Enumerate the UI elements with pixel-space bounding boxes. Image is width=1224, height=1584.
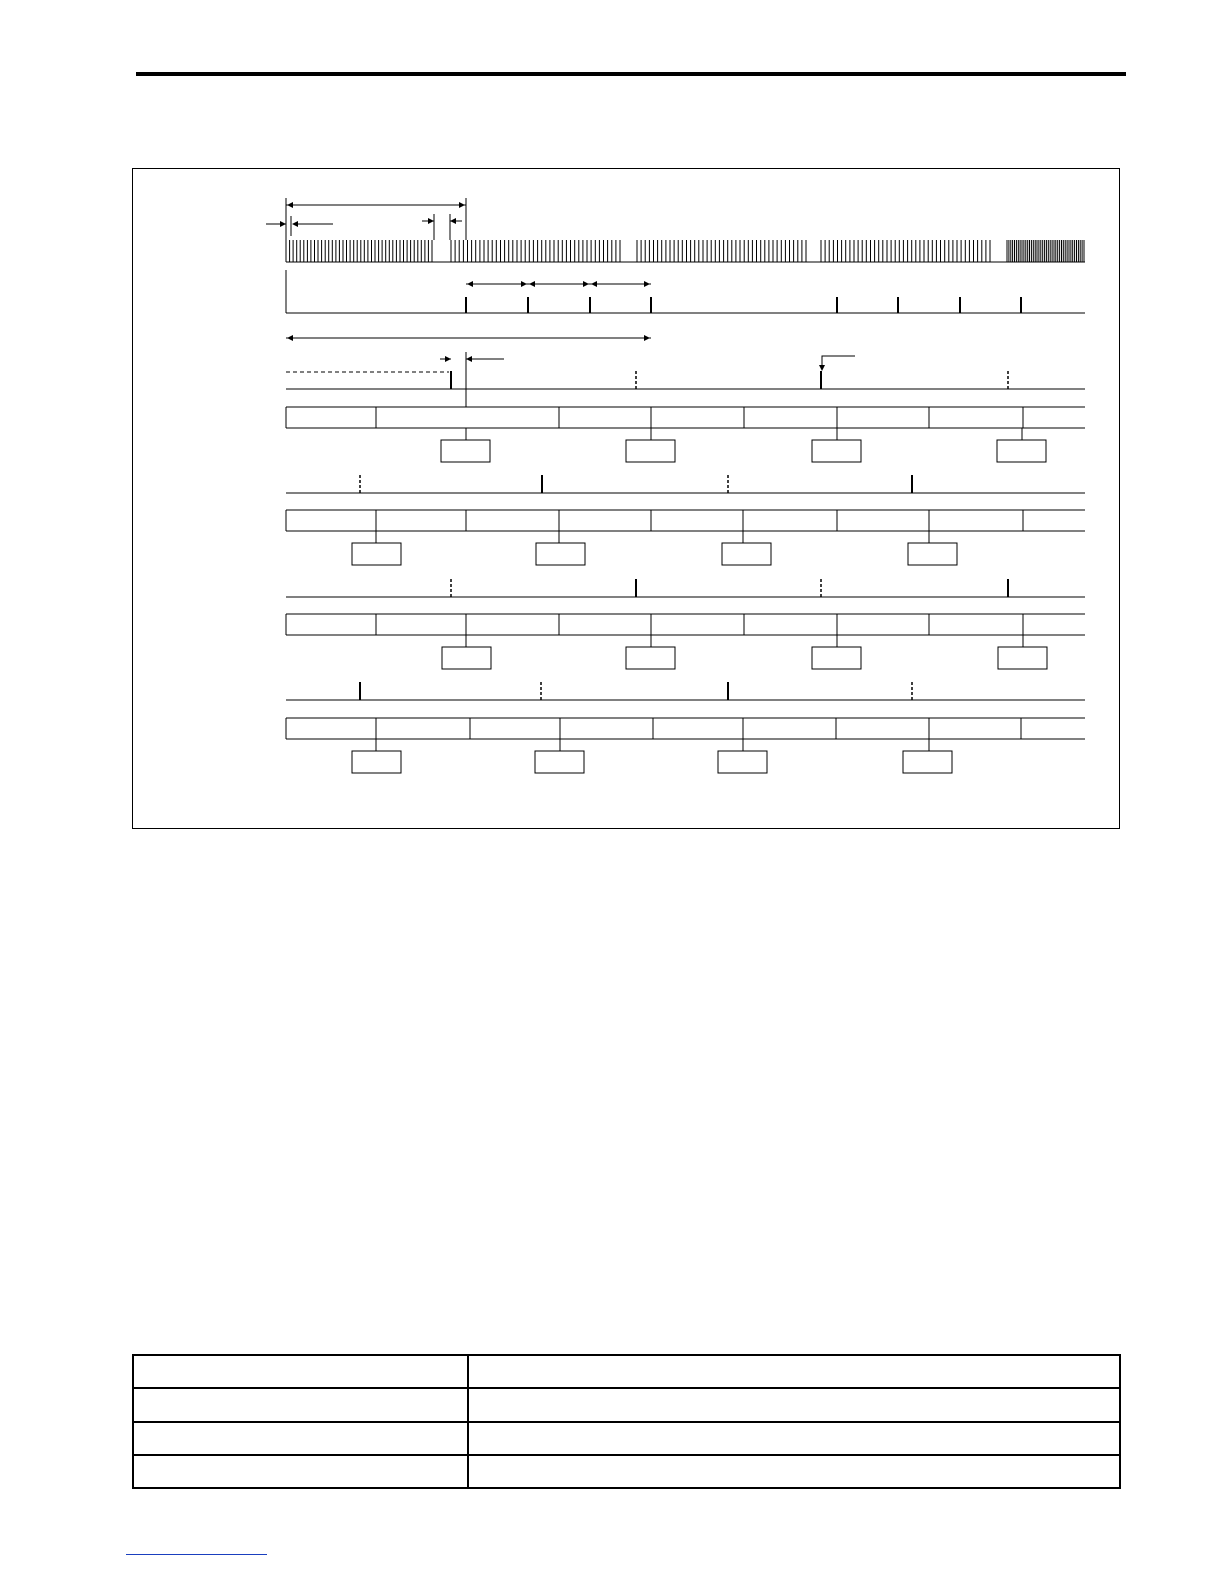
arrow-head <box>591 281 597 287</box>
output-box <box>626 647 675 669</box>
table-row <box>133 1388 1120 1421</box>
arrow-head <box>644 281 650 287</box>
output-box <box>352 543 401 565</box>
table-cell <box>468 1388 1120 1421</box>
output-box <box>812 647 861 669</box>
arrow-head <box>287 202 293 208</box>
table-cell <box>133 1422 468 1455</box>
callout-leader <box>822 356 855 368</box>
arrow-head <box>287 335 293 341</box>
arrow-head <box>644 335 650 341</box>
table-cell <box>468 1455 1120 1488</box>
output-box <box>535 751 584 773</box>
output-box <box>441 440 490 462</box>
lane-1 <box>286 371 1085 462</box>
lane-4 <box>286 682 1085 773</box>
table-row <box>133 1355 1120 1388</box>
output-box <box>997 440 1046 462</box>
lane-3 <box>286 579 1085 669</box>
output-box <box>626 440 675 462</box>
output-box <box>998 647 1047 669</box>
arrow-head <box>459 202 465 208</box>
table-cell <box>468 1422 1120 1455</box>
table-row <box>133 1455 1120 1488</box>
output-box <box>903 751 952 773</box>
lane-1-annotations <box>286 352 855 407</box>
clock-train <box>286 240 1085 262</box>
output-box <box>812 440 861 462</box>
output-box <box>352 751 401 773</box>
strobe-track <box>286 270 1085 341</box>
table-cell <box>133 1355 468 1388</box>
arrow-head <box>450 218 456 224</box>
arrow-head <box>280 221 286 227</box>
arrow-head <box>292 221 298 227</box>
output-box <box>718 751 767 773</box>
arrow-head <box>466 356 472 362</box>
arrow-head <box>428 218 434 224</box>
table-cell <box>468 1355 1120 1388</box>
lane-2 <box>286 475 1085 565</box>
spec-table <box>132 1354 1121 1489</box>
lane-tracks <box>286 352 1085 773</box>
arrow-head <box>521 281 527 287</box>
arrow-head <box>583 281 589 287</box>
arrow-head <box>819 365 825 371</box>
table-cell <box>133 1455 468 1488</box>
arrow-head <box>467 281 473 287</box>
table-cell <box>133 1388 468 1421</box>
output-box <box>722 543 771 565</box>
arrow-head <box>529 281 535 287</box>
output-box <box>908 543 957 565</box>
dimension-arrows <box>266 198 466 240</box>
footer-link-underline[interactable] <box>126 1554 267 1555</box>
arrow-head <box>445 356 451 362</box>
table-row <box>133 1422 1120 1455</box>
output-box <box>442 647 491 669</box>
output-box <box>536 543 585 565</box>
